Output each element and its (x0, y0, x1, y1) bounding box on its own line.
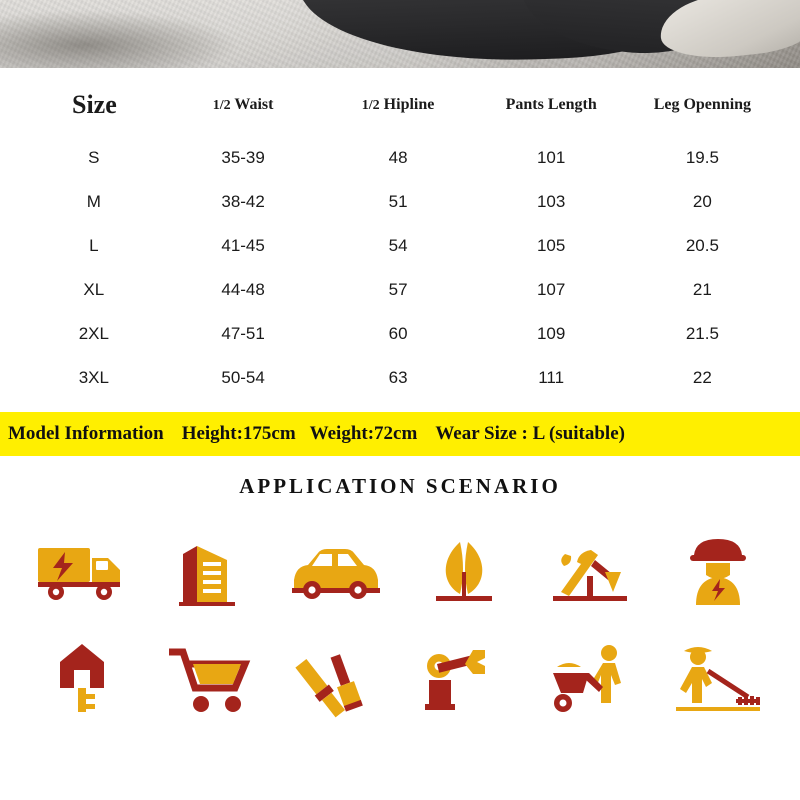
agriculture-plant-icon (410, 521, 518, 621)
painting-tools-icon (282, 629, 390, 729)
table-row (22, 224, 778, 268)
cell-hipline: 60 (388, 324, 408, 343)
car-repair-icon (282, 521, 390, 621)
worker-helmet-icon (664, 521, 772, 621)
shopping-cart-icon (155, 629, 263, 729)
wheelbarrow-worker-icon (537, 629, 645, 729)
table-row (22, 136, 778, 180)
size-chart (0, 68, 800, 406)
model-wear-size: Wear Size : L (suitable) (435, 423, 625, 444)
scenario-icon-row (28, 513, 772, 621)
cell-waist: 35-39 (221, 148, 265, 167)
factory-building-icon (155, 521, 263, 621)
cell-size: 3XL (78, 368, 109, 387)
table-header-row (22, 78, 778, 136)
cell-length: 111 (538, 368, 565, 387)
column-header-hipline (321, 78, 476, 136)
scenario-icon-grid (0, 505, 800, 749)
cell-hipline: 48 (388, 148, 408, 167)
cell-waist: 38-42 (221, 192, 265, 211)
oil-pump-jack-icon (537, 521, 645, 621)
cell-size: M (86, 192, 101, 211)
cell-size: S (88, 148, 100, 167)
cell-size: L (89, 236, 99, 255)
cell-waist: 44-48 (221, 280, 265, 299)
cell-leg: 20 (692, 192, 712, 211)
model-information-bar (0, 412, 800, 456)
waist-label: Waist (234, 96, 274, 113)
column-header-pants-length: Pants Length (505, 96, 597, 113)
cell-waist: 47-51 (221, 324, 265, 343)
model-height: Height:175cm (181, 423, 296, 444)
waist-fraction: 1/2 (212, 98, 231, 113)
table-row (22, 356, 778, 400)
cell-waist: 50-54 (221, 368, 265, 387)
cell-leg: 21 (692, 280, 712, 299)
cell-length: 103 (536, 192, 566, 211)
model-weight: Weight:72cm (309, 423, 418, 444)
cell-size: XL (83, 280, 105, 299)
size-table-body (22, 136, 778, 400)
robot-arm-icon (410, 629, 518, 729)
application-scenario-title: APPLICATION SCENARIO (239, 474, 561, 498)
farmer-raking-icon (664, 629, 772, 729)
house-key-icon (28, 629, 136, 729)
model-information-title: Model Information (8, 423, 164, 444)
hipline-fraction: 1/2 (361, 98, 380, 113)
cell-hipline: 51 (388, 192, 408, 211)
cell-leg: 20.5 (685, 236, 719, 255)
cell-length: 101 (536, 148, 566, 167)
cell-length: 105 (536, 236, 566, 255)
column-header-waist (166, 78, 321, 136)
cell-size: 2XL (78, 324, 109, 343)
table-row (22, 312, 778, 356)
size-table-header (22, 78, 778, 136)
column-header-leg-openning: Leg Openning (653, 96, 752, 113)
cell-length: 107 (536, 280, 566, 299)
cell-leg: 22 (692, 368, 712, 387)
cell-waist: 41-45 (221, 236, 265, 255)
cell-hipline: 63 (388, 368, 408, 387)
cell-hipline: 54 (388, 236, 408, 255)
column-header-size: Size (72, 90, 117, 119)
product-photo-strip (0, 0, 800, 68)
size-table (22, 78, 778, 400)
electric-truck-icon (28, 521, 136, 621)
cell-hipline: 57 (388, 280, 408, 299)
photo-shadow (0, 10, 240, 68)
table-row (22, 180, 778, 224)
table-row (22, 268, 778, 312)
cell-leg: 19.5 (685, 148, 719, 167)
cell-leg: 21.5 (685, 324, 719, 343)
scenario-icon-row (28, 621, 772, 729)
cell-length: 109 (536, 324, 566, 343)
hipline-label: Hipline (383, 96, 435, 113)
